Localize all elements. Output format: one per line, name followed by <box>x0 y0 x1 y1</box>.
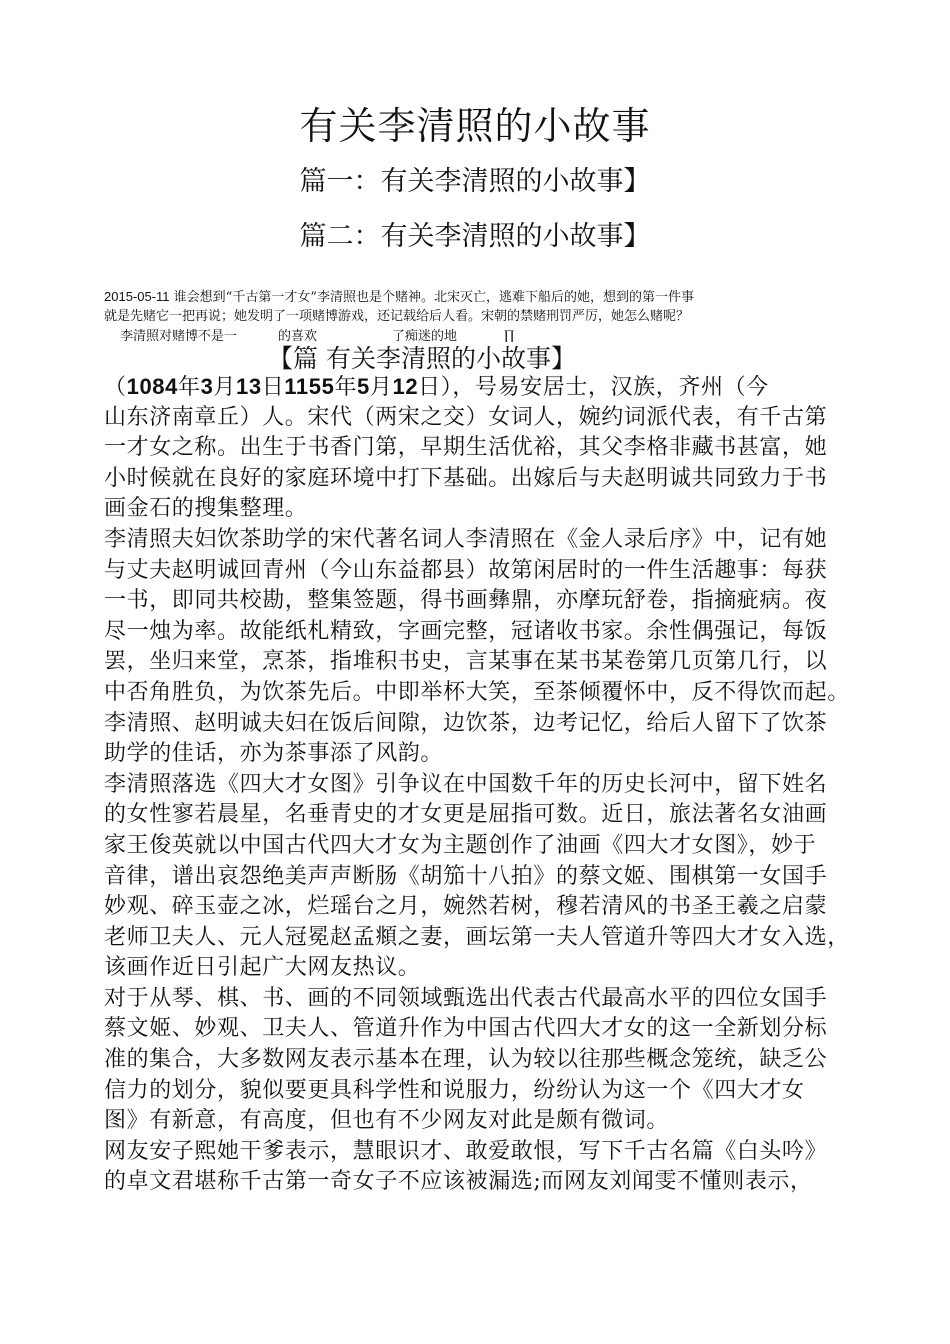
paragraph-line: 的女性寥若晨星，名垂青史的才女更是屈指可数。近日，旅法著名女油画 <box>104 802 828 828</box>
paragraph <box>104 525 864 770</box>
subtitle-1: 篇一：有关李清照的小故事】 <box>299 166 651 197</box>
paragraph-line: 助学的佳话，亦为茶事添了风韵。 <box>104 741 444 767</box>
paragraph <box>104 770 864 984</box>
paragraph-line: 网友安子熙她干爹表示，慧眼识才、敢爱敢恨，写下千古名篇《白头吟》 <box>104 1138 828 1164</box>
paragraph <box>104 984 864 1137</box>
paragraph-line: 的卓文君堪称千古第一奇女子不应该被漏选;而网友刘闻雯不懂则表示， <box>104 1169 813 1195</box>
intro-cut-fragment-2: 的喜欢 <box>278 329 318 342</box>
intro-line-1 <box>104 287 844 307</box>
intro-line-1-text: 谁会想到“千古第一才女”李清照也是个赌神。北宋灭亡，逃难下船后的她，想到的第一件事 <box>169 290 694 305</box>
paragraph-line: 中否角胜负，为饮茶先后。中即举杯大笑，至茶倾覆怀中，反不得饮而起。 <box>104 679 850 705</box>
paragraph-line: 一才女之称。出生于书香门第，早期生活优裕，其父李格非藏书甚富，她 <box>104 435 828 461</box>
intro-cut-fragment-1: 李清照对赌博不是一 <box>120 329 238 342</box>
intro-cut-fragment-4: ∏ <box>504 329 515 342</box>
paragraph-line: 家王俊英就以中国古代四大才女为主题创作了油画《四大才女图》，妙于 <box>104 832 817 858</box>
paragraph-line: 妙观、碎玉壶之冰，烂瑶台之月，婉然若树，穆若清风的书圣王羲之启蒙 <box>104 894 828 920</box>
paragraph-line: 李清照、赵明诚夫妇在饭后间隙，边饮茶，边考记忆，给后人留下了饮茶 <box>104 710 828 736</box>
paragraph-line: 信力的划分，貌似要更具科学性和说服力，纷纷认为这一个《四大才女 <box>104 1077 805 1103</box>
paragraph-line: 李清照夫妇饮茶助学的宋代著名词人李清照在《金人录后序》中，记有她 <box>104 526 828 552</box>
subtitle-2: 篇二：有关李清照的小故事】 <box>299 221 651 252</box>
paragraph-line: 画金石的搜集整理。 <box>104 496 308 522</box>
paragraph <box>104 1137 864 1198</box>
paragraph-line: 山东济南章丘）人。宋代（两宋之交）女词人，婉约词派代表，有千古第 <box>104 404 828 430</box>
paragraph-line: 音律，谱出哀怨绝美声声断肠《胡笳十八拍》的蔡文姬、围棋第一女国手 <box>104 863 828 889</box>
paragraph-line: 图》有新意，有高度，但也有不少网友对此是颇有微词。 <box>104 1108 670 1134</box>
paragraph-line: 准的集合，大多数网友表示基本在理，认为较以往那些概念笼统，缺乏公 <box>104 1047 828 1073</box>
paragraph-line: 小时候就在良好的家庭环境中打下基础。出嫁后与夫赵明诚共同致力于书 <box>104 465 828 491</box>
paragraph-line: 对于从琴、棋、书、画的不同领域甄选出代表古代最高水平的四位女国手 <box>104 985 828 1011</box>
intro-cut-fragment-3: 了痴迷的地 <box>392 329 458 342</box>
intro-date: 2015-05-11 <box>104 289 170 304</box>
paragraph-line: 与丈夫赵明诚回青州（今山东益都县）故第闲居时的一件生活趣事：每获 <box>104 557 828 583</box>
paragraph <box>104 372 864 525</box>
paragraph-line: 一书，即同共校勘，整集签题，得书画彝鼎，亦摩玩舒卷，指摘疵病。夜 <box>104 588 828 614</box>
paragraph-line: 该画作近日引起广大网友热议。 <box>104 955 421 981</box>
paragraph-line: 蔡文姬、妙观、卫夫人、管道升作为中国古代四大才女的这一全新划分标 <box>104 1016 828 1042</box>
body-text <box>104 372 864 1198</box>
intro-line-2: 就是先赌它一把再说；她发明了一项赌博游戏，还记载给后人看。宋朝的禁赌刑罚严厉，她怎么赌呢？ <box>104 309 690 324</box>
paragraph-line: 罢，坐归来堂，烹茶，指堆积书史，言某事在某书某卷第几页第几行，以 <box>104 649 828 675</box>
paragraph-line: 尽一烛为率。故能纸札精致，字画完整，冠诸收书家。余性偶强记，每饭 <box>104 618 828 644</box>
paragraph-line: 老师卫夫人、元人冠冕赵孟頫之妻，画坛第一夫人管道升等四大才女入选， <box>104 924 850 950</box>
paragraph-line: （1084年3月13日1155年5月12日），号易安居士，汉族，齐州（今 <box>104 374 769 400</box>
paragraph-line: 李清照落选《四大才女图》引争议在中国数千年的历史长河中，留下姓名 <box>104 771 828 797</box>
page-title: 有关李清照的小故事 <box>299 104 651 148</box>
intro-summary <box>104 287 844 326</box>
section-heading: 【篇 有关李清照的小故事】 <box>268 344 576 373</box>
